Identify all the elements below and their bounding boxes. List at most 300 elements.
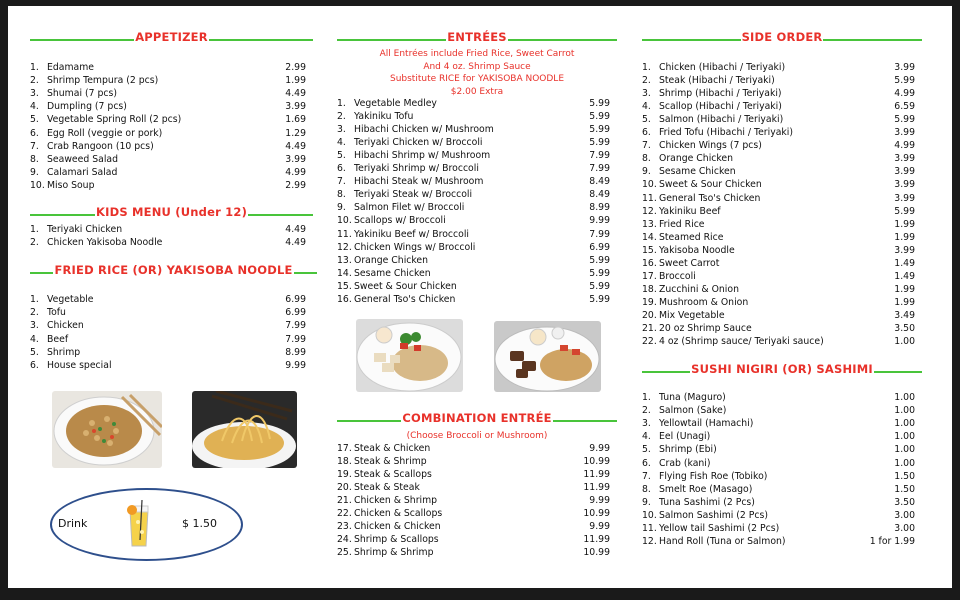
menu-item-price: 1 for 1.99 — [869, 536, 915, 548]
menu-item-name: Yellowtail (Hamachi) — [659, 418, 754, 430]
menu-item-number: 19. — [642, 296, 657, 308]
entrees-title: ENTRÉES — [337, 30, 617, 44]
menu-item — [337, 443, 610, 456]
menu-item-price: 5.99 — [589, 124, 610, 136]
menu-item — [642, 193, 915, 206]
menu-item — [642, 101, 915, 114]
menu-item-name: Hibachi Steak w/ Mushroom — [354, 176, 484, 188]
menu-item-name: Chicken (Hibachi / Teriyaki) — [659, 62, 786, 73]
menu-item-price: 1.00 — [894, 418, 915, 430]
menu-item-name: Shrimp (Ebi) — [659, 444, 717, 456]
menu-item-name: Salmon Filet w/ Broccoli — [354, 202, 465, 214]
menu-item-name: Chicken Wings w/ Broccoli — [354, 241, 476, 253]
menu-item-name: House special — [47, 360, 112, 371]
menu-item-name: Shrimp (Hibachi / Teriyaki) — [659, 88, 782, 100]
menu-item-price: 1.99 — [285, 75, 306, 87]
menu-item-name: Smelt Roe (Masago) — [659, 483, 753, 495]
menu-item-name: Steak & Scallops — [354, 469, 432, 480]
menu-item — [642, 536, 915, 549]
menu-item — [642, 458, 915, 471]
menu-item-price: 4.99 — [285, 166, 306, 178]
drink-label: Drink — [58, 517, 88, 530]
menu-item-price: 3.99 — [894, 166, 915, 178]
menu-item-price: 5.99 — [589, 267, 610, 279]
entrees-note-line: $2.00 Extra — [450, 86, 504, 97]
menu-item — [642, 114, 915, 127]
menu-item-number: 3. — [30, 88, 39, 100]
appetizer-title: APPETIZER — [30, 30, 313, 44]
menu-item-price: 6.99 — [285, 307, 306, 319]
menu-item-number: 22. — [337, 508, 352, 519]
menu-item — [642, 405, 915, 418]
menu-item-number: 2. — [30, 307, 39, 319]
menu-item-price: 3.99 — [894, 127, 915, 139]
menu-item-price: 3.99 — [894, 192, 915, 204]
menu-item-name: Chicken & Chicken — [354, 521, 441, 532]
menu-item-name: Beef — [47, 333, 69, 345]
menu-item-name: Chicken & Scallops — [354, 508, 443, 519]
menu-item-price: 9.99 — [589, 443, 610, 454]
menu-item-name: Tofu — [47, 307, 66, 319]
menu-item — [30, 88, 306, 101]
menu-item-price: 1.99 — [894, 231, 915, 243]
menu-item-price: 3.99 — [894, 244, 915, 256]
menu-item — [30, 128, 306, 141]
menu-item-number: 8. — [30, 153, 39, 165]
menu-item-price: 6.59 — [894, 101, 915, 113]
menu-item-number: 12. — [642, 536, 657, 548]
menu-item — [337, 124, 610, 137]
menu-item-name: Yakiniku Tofu — [354, 111, 414, 123]
menu-item — [30, 114, 306, 127]
menu-item-number: 2. — [642, 75, 651, 87]
menu-item — [642, 418, 915, 431]
menu-item — [337, 508, 610, 521]
menu-item-price: 2.99 — [285, 179, 306, 191]
menu-item-number: 6. — [337, 163, 346, 175]
menu-item-price: 1.00 — [894, 405, 915, 417]
menu-item-number: 3. — [642, 418, 651, 430]
menu-item — [30, 62, 306, 75]
menu-item-price: 1.49 — [894, 257, 915, 269]
menu-item-name: Steak & Chicken — [354, 443, 431, 454]
entrees-note-line: All Entrées include Fried Rice, Sweet Carrot — [379, 49, 575, 59]
menu-item-name: Flying Fish Roe (Tobiko) — [659, 470, 768, 482]
side-order-title: SIDE ORDER — [642, 30, 922, 44]
menu-item-price: 1.50 — [894, 470, 915, 482]
menu-item-name: Teriyaki Chicken w/ Broccoli — [354, 137, 483, 149]
menu-item-name: Steak & Steak — [354, 482, 420, 493]
menu-item-number: 9. — [642, 496, 651, 508]
menu-item-number: 10. — [642, 179, 657, 191]
menu-item-price: 9.99 — [589, 521, 610, 532]
menu-item-price: 11.99 — [583, 482, 610, 493]
menu-item-name: Mix Vegetable — [659, 309, 725, 321]
entrees-note-line: And 4 oz. Shrimp Sauce — [423, 61, 531, 72]
noodles-photo — [192, 391, 297, 468]
menu-item — [642, 310, 915, 323]
menu-item-price: 7.99 — [589, 150, 610, 162]
menu-item-price: 4.49 — [285, 140, 306, 152]
menu-item-price: 5.99 — [894, 205, 915, 217]
menu-item-number: 4. — [30, 101, 39, 113]
menu-item-number: 11. — [337, 228, 352, 240]
menu-item-name: Zucchini & Onion — [659, 283, 739, 295]
menu-item — [30, 224, 306, 237]
chicken-plate-photo — [356, 319, 463, 392]
menu-item-number: 4. — [642, 101, 651, 113]
menu-item-price: 4.49 — [285, 88, 306, 100]
menu-item — [337, 255, 610, 268]
menu-item — [642, 284, 915, 297]
menu-item-number: 1. — [30, 62, 39, 73]
menu-item-name: Steak (Hibachi / Teriyaki) — [659, 75, 775, 87]
menu-item-number: 23. — [337, 521, 352, 532]
menu-item-number: 21. — [642, 323, 657, 334]
menu-item-number: 18. — [337, 456, 352, 467]
menu-item — [337, 534, 610, 547]
menu-item-price: 3.99 — [285, 101, 306, 113]
menu-item-number: 1. — [642, 62, 651, 73]
menu-item-price: 3.50 — [894, 323, 915, 334]
menu-item-number: 8. — [642, 483, 651, 495]
menu-item — [642, 127, 915, 140]
menu-item — [30, 360, 306, 373]
combination-title: COMBINATION ENTRÉE — [337, 411, 617, 425]
menu-item — [337, 215, 610, 228]
menu-item — [30, 180, 306, 193]
menu-item-price: 4.99 — [894, 88, 915, 100]
menu-item-name: Shrimp — [47, 346, 81, 358]
menu-item — [642, 88, 915, 101]
menu-item — [642, 166, 915, 179]
menu-item — [337, 281, 610, 294]
menu-item — [642, 523, 915, 536]
menu-item — [642, 271, 915, 284]
menu-item-number: 20. — [337, 482, 352, 493]
entrees-notes — [337, 48, 617, 98]
menu-item-name: Miso Soup — [47, 179, 95, 191]
menu-item-price: 5.99 — [894, 114, 915, 126]
menu-item-price: 6.99 — [589, 241, 610, 253]
menu-item-name: Yellow tail Sashimi (2 Pcs) — [659, 523, 780, 534]
menu-item-price: 10.99 — [583, 508, 610, 519]
menu-item-name: General Tso's Chicken — [354, 293, 456, 305]
menu-item-name: Orange Chicken — [659, 153, 734, 165]
menu-item-number: 21. — [337, 495, 352, 506]
menu-item — [30, 167, 306, 180]
menu-item — [337, 137, 610, 150]
menu-item-number: 4. — [337, 137, 346, 149]
menu-item-price: 4.49 — [285, 224, 306, 235]
menu-item-name: Steamed Rice — [659, 231, 724, 243]
menu-item-number: 1. — [30, 294, 39, 305]
menu-item-name: General Tso's Chicken — [659, 192, 761, 204]
menu-item — [337, 547, 610, 560]
menu-item-number: 13. — [642, 218, 657, 230]
fried-rice-photo — [52, 391, 162, 468]
entrees-note-line: Substitute RICE for YAKISOBA NOODLE — [389, 74, 564, 84]
menu-item-name: Vegetable Spring Roll (2 pcs) — [47, 114, 182, 126]
menu-item-number: 2. — [30, 75, 39, 87]
menu-item-price: 8.49 — [589, 189, 610, 201]
menu-item-number: 19. — [337, 469, 352, 480]
menu-item-name: Orange Chicken — [354, 254, 429, 266]
menu-item — [337, 176, 610, 189]
menu-item — [30, 75, 306, 88]
menu-item-name: Yakiniku Beef w/ Broccoli — [354, 228, 469, 240]
menu-item-name: Shrimp Tempura (2 pcs) — [47, 75, 159, 87]
menu-item-number: 1. — [337, 98, 346, 109]
menu-item-number: 12. — [337, 241, 352, 253]
menu-item — [30, 101, 306, 114]
menu-item-name: Edamame — [47, 62, 95, 73]
menu-item-number: 3. — [30, 320, 39, 332]
menu-item — [642, 336, 915, 349]
menu-item-number: 7. — [30, 140, 39, 152]
menu-item-name: Sesame Chicken — [659, 166, 736, 178]
menu-item-number: 5. — [337, 150, 346, 162]
menu-item-price: 11.99 — [583, 469, 610, 480]
menu-item — [337, 229, 610, 242]
menu-item-number: 10. — [30, 179, 45, 191]
menu-item-number: 1. — [642, 392, 651, 403]
menu-item-price: 2.99 — [285, 62, 306, 73]
menu-item — [337, 202, 610, 215]
menu-item-price: 1.49 — [894, 270, 915, 282]
menu-item-name: Broccoli — [659, 270, 696, 282]
menu-item — [642, 258, 915, 271]
menu-item-price: 3.00 — [894, 509, 915, 521]
menu-item-price: 8.99 — [589, 202, 610, 214]
menu-item — [642, 431, 915, 444]
menu-item-price: 1.00 — [894, 431, 915, 443]
menu-item-number: 5. — [642, 444, 651, 456]
menu-item-name: Scallop (Hibachi / Teriyaki) — [659, 101, 782, 113]
menu-item — [337, 482, 610, 495]
menu-item-number: 6. — [642, 127, 651, 139]
menu-item-name: Teriyaki Chicken — [47, 224, 123, 235]
menu-item-price: 3.99 — [285, 153, 306, 165]
menu-item — [30, 141, 306, 154]
drink-price: $ 1.50 — [182, 517, 217, 530]
menu-item — [337, 189, 610, 202]
menu-item-name: Chicken — [47, 320, 84, 332]
fried-rice-title: FRIED RICE (OR) YAKISOBA NOODLE — [30, 263, 317, 277]
menu-item — [30, 237, 306, 250]
menu-item-name: Shumai (7 pcs) — [47, 88, 117, 100]
menu-item-price: 4.99 — [894, 140, 915, 152]
menu-item-price: 1.00 — [894, 392, 915, 403]
menu-item-name: Vegetable Medley — [354, 98, 437, 109]
menu-item-number: 6. — [30, 360, 39, 371]
menu-item-name: Fried Tofu (Hibachi / Teriyaki) — [659, 127, 794, 139]
combination-note: (Choose Broccoli or Mushroom) — [406, 431, 548, 441]
menu-item-name: Egg Roll (veggie or pork) — [47, 127, 163, 139]
menu-item — [30, 320, 306, 333]
menu-item-number: 4. — [642, 431, 651, 443]
menu-item — [642, 323, 915, 336]
menu-item-price: 10.99 — [583, 456, 610, 467]
menu-item — [337, 469, 610, 482]
menu-item-number: 13. — [337, 254, 352, 266]
menu-item-price: 5.99 — [589, 98, 610, 109]
menu-item — [642, 245, 915, 258]
menu-item-price: 11.99 — [583, 534, 610, 545]
menu-item-name: Chicken Yakisoba Noodle — [47, 237, 163, 249]
kids-menu-title: KIDS MENU (Under 12) — [30, 205, 313, 219]
menu-item-number: 9. — [337, 202, 346, 214]
menu-item — [30, 307, 306, 320]
menu-item — [337, 111, 610, 124]
menu-item — [642, 392, 915, 405]
menu-item — [337, 242, 610, 255]
menu-item-price: 1.00 — [894, 444, 915, 456]
menu-item-name: Salmon Sashimi (2 Pcs) — [659, 509, 768, 521]
menu-item — [642, 297, 915, 310]
menu-item-name: Scallops w/ Broccoli — [354, 215, 446, 227]
menu-item-number: 16. — [337, 293, 352, 305]
menu-item-name: Dumpling (7 pcs) — [47, 101, 127, 113]
menu-item — [642, 206, 915, 219]
menu-item-name: Sweet & Sour Chicken — [354, 280, 457, 292]
menu-item-number: 10. — [337, 215, 352, 227]
menu-item — [642, 140, 915, 153]
menu-item-number: 17. — [337, 443, 352, 454]
drink-oval — [50, 488, 243, 561]
menu-item — [337, 150, 610, 163]
menu-item-name: 20 oz Shrimp Sauce — [659, 323, 752, 334]
menu-item-number: 5. — [30, 114, 39, 126]
menu-item-name: Eel (Unagi) — [659, 431, 711, 443]
menu-item-number: 22. — [642, 336, 657, 348]
menu-item-price: 5.99 — [589, 280, 610, 292]
menu-item-name: Sweet & Sour Chicken — [659, 179, 762, 191]
menu-item-number: 18. — [642, 283, 657, 295]
menu-item — [642, 510, 915, 523]
menu-item — [337, 163, 610, 176]
menu-item-price: 4.49 — [285, 237, 306, 249]
menu-item-name: Yakiniku Beef — [659, 205, 721, 217]
menu-item-price: 5.99 — [589, 137, 610, 149]
menu-item — [30, 347, 306, 360]
menu-item-number: 14. — [337, 267, 352, 279]
menu-item-number: 7. — [642, 140, 651, 152]
menu-item-number: 17. — [642, 270, 657, 282]
menu-item-name: Mushroom & Onion — [659, 296, 749, 308]
menu-item — [337, 495, 610, 508]
menu-item-number: 9. — [642, 166, 651, 178]
menu-item-price: 9.99 — [589, 495, 610, 506]
menu-item-number: 12. — [642, 205, 657, 217]
menu-item-number: 16. — [642, 257, 657, 269]
menu-item-number: 10. — [642, 509, 657, 521]
menu-item-name: Salmon (Hibachi / Teriyaki) — [659, 114, 784, 126]
menu-item-price: 1.99 — [894, 218, 915, 230]
menu-item-name: Seaweed Salad — [47, 153, 118, 165]
menu-item-price: 3.99 — [894, 62, 915, 73]
menu-item-number: 6. — [30, 127, 39, 139]
menu-item-name: Tuna Sashimi (2 Pcs) — [659, 496, 755, 508]
menu-item — [642, 497, 915, 510]
menu-item-price: 9.99 — [589, 215, 610, 227]
menu-item-price: 5.99 — [894, 75, 915, 87]
menu-item-price: 10.99 — [583, 547, 610, 558]
menu-item-name: Yakisoba Noodle — [659, 244, 735, 256]
menu-item-number: 15. — [337, 280, 352, 292]
menu-item-price: 8.49 — [589, 176, 610, 188]
menu-item-price: 6.99 — [285, 294, 306, 305]
menu-item-name: Chicken Wings (7 pcs) — [659, 140, 762, 152]
menu-item-price: 1.29 — [285, 127, 306, 139]
menu-item-price: 7.99 — [589, 228, 610, 240]
menu-item-name: Crab Rangoon (10 pcs) — [47, 140, 154, 152]
menu-item — [642, 219, 915, 232]
menu-item-name: Hibachi Shrimp w/ Mushroom — [354, 150, 491, 162]
menu-item-number: 3. — [337, 124, 346, 136]
menu-item — [30, 334, 306, 347]
menu-item — [337, 456, 610, 469]
menu-item-number: 8. — [337, 189, 346, 201]
menu-item — [337, 268, 610, 281]
menu-item-number: 14. — [642, 231, 657, 243]
menu-item-name: Sesame Chicken — [354, 267, 431, 279]
menu-item-name: Fried Rice — [659, 218, 705, 230]
menu-item-price: 1.00 — [894, 336, 915, 348]
menu-item-number: 7. — [337, 176, 346, 188]
menu-item-name: Hibachi Chicken w/ Mushroom — [354, 124, 494, 136]
menu-item-number: 2. — [30, 237, 39, 249]
menu-item-name: Teriyaki Shrimp w/ Broccoli — [354, 163, 479, 175]
menu-item-name: Chicken & Shrimp — [354, 495, 438, 506]
menu-item-price: 7.99 — [285, 333, 306, 345]
menu-item-price: 8.99 — [285, 346, 306, 358]
menu-item-price: 3.99 — [894, 179, 915, 191]
menu-item-price: 7.99 — [285, 320, 306, 332]
menu-item-name: 4 oz (Shrimp sauce/ Teriyaki sauce) — [659, 336, 824, 348]
menu-item-number: 8. — [642, 153, 651, 165]
menu-item-price: 5.99 — [589, 111, 610, 123]
menu-item-number: 1. — [30, 224, 39, 235]
menu-item — [337, 521, 610, 534]
menu-item-number: 5. — [642, 114, 651, 126]
menu-item — [642, 153, 915, 166]
menu-item — [337, 98, 610, 111]
menu-item — [30, 294, 306, 307]
menu-item — [642, 75, 915, 88]
menu-item-name: Salmon (Sake) — [659, 405, 727, 417]
menu-item-name: Calamari Salad — [47, 166, 118, 178]
menu-item-price: 1.50 — [894, 483, 915, 495]
menu-item-number: 5. — [30, 346, 39, 358]
menu-item-price: 5.99 — [589, 254, 610, 266]
menu-item-number: 25. — [337, 547, 352, 558]
menu-item — [642, 444, 915, 457]
menu-item-price: 1.69 — [285, 114, 306, 126]
menu-item-price: 1.99 — [894, 283, 915, 295]
menu-item — [642, 484, 915, 497]
menu-item-number: 11. — [642, 192, 657, 204]
menu-item-name: Shrimp & Shrimp — [354, 547, 434, 558]
menu-item-price: 9.99 — [285, 360, 306, 371]
menu-item-price: 3.99 — [894, 153, 915, 165]
menu-page — [8, 6, 952, 588]
menu-item-price: 5.99 — [589, 293, 610, 305]
menu-item — [642, 62, 915, 75]
menu-item-number: 3. — [642, 88, 651, 100]
menu-item — [337, 294, 610, 307]
menu-item — [642, 232, 915, 245]
